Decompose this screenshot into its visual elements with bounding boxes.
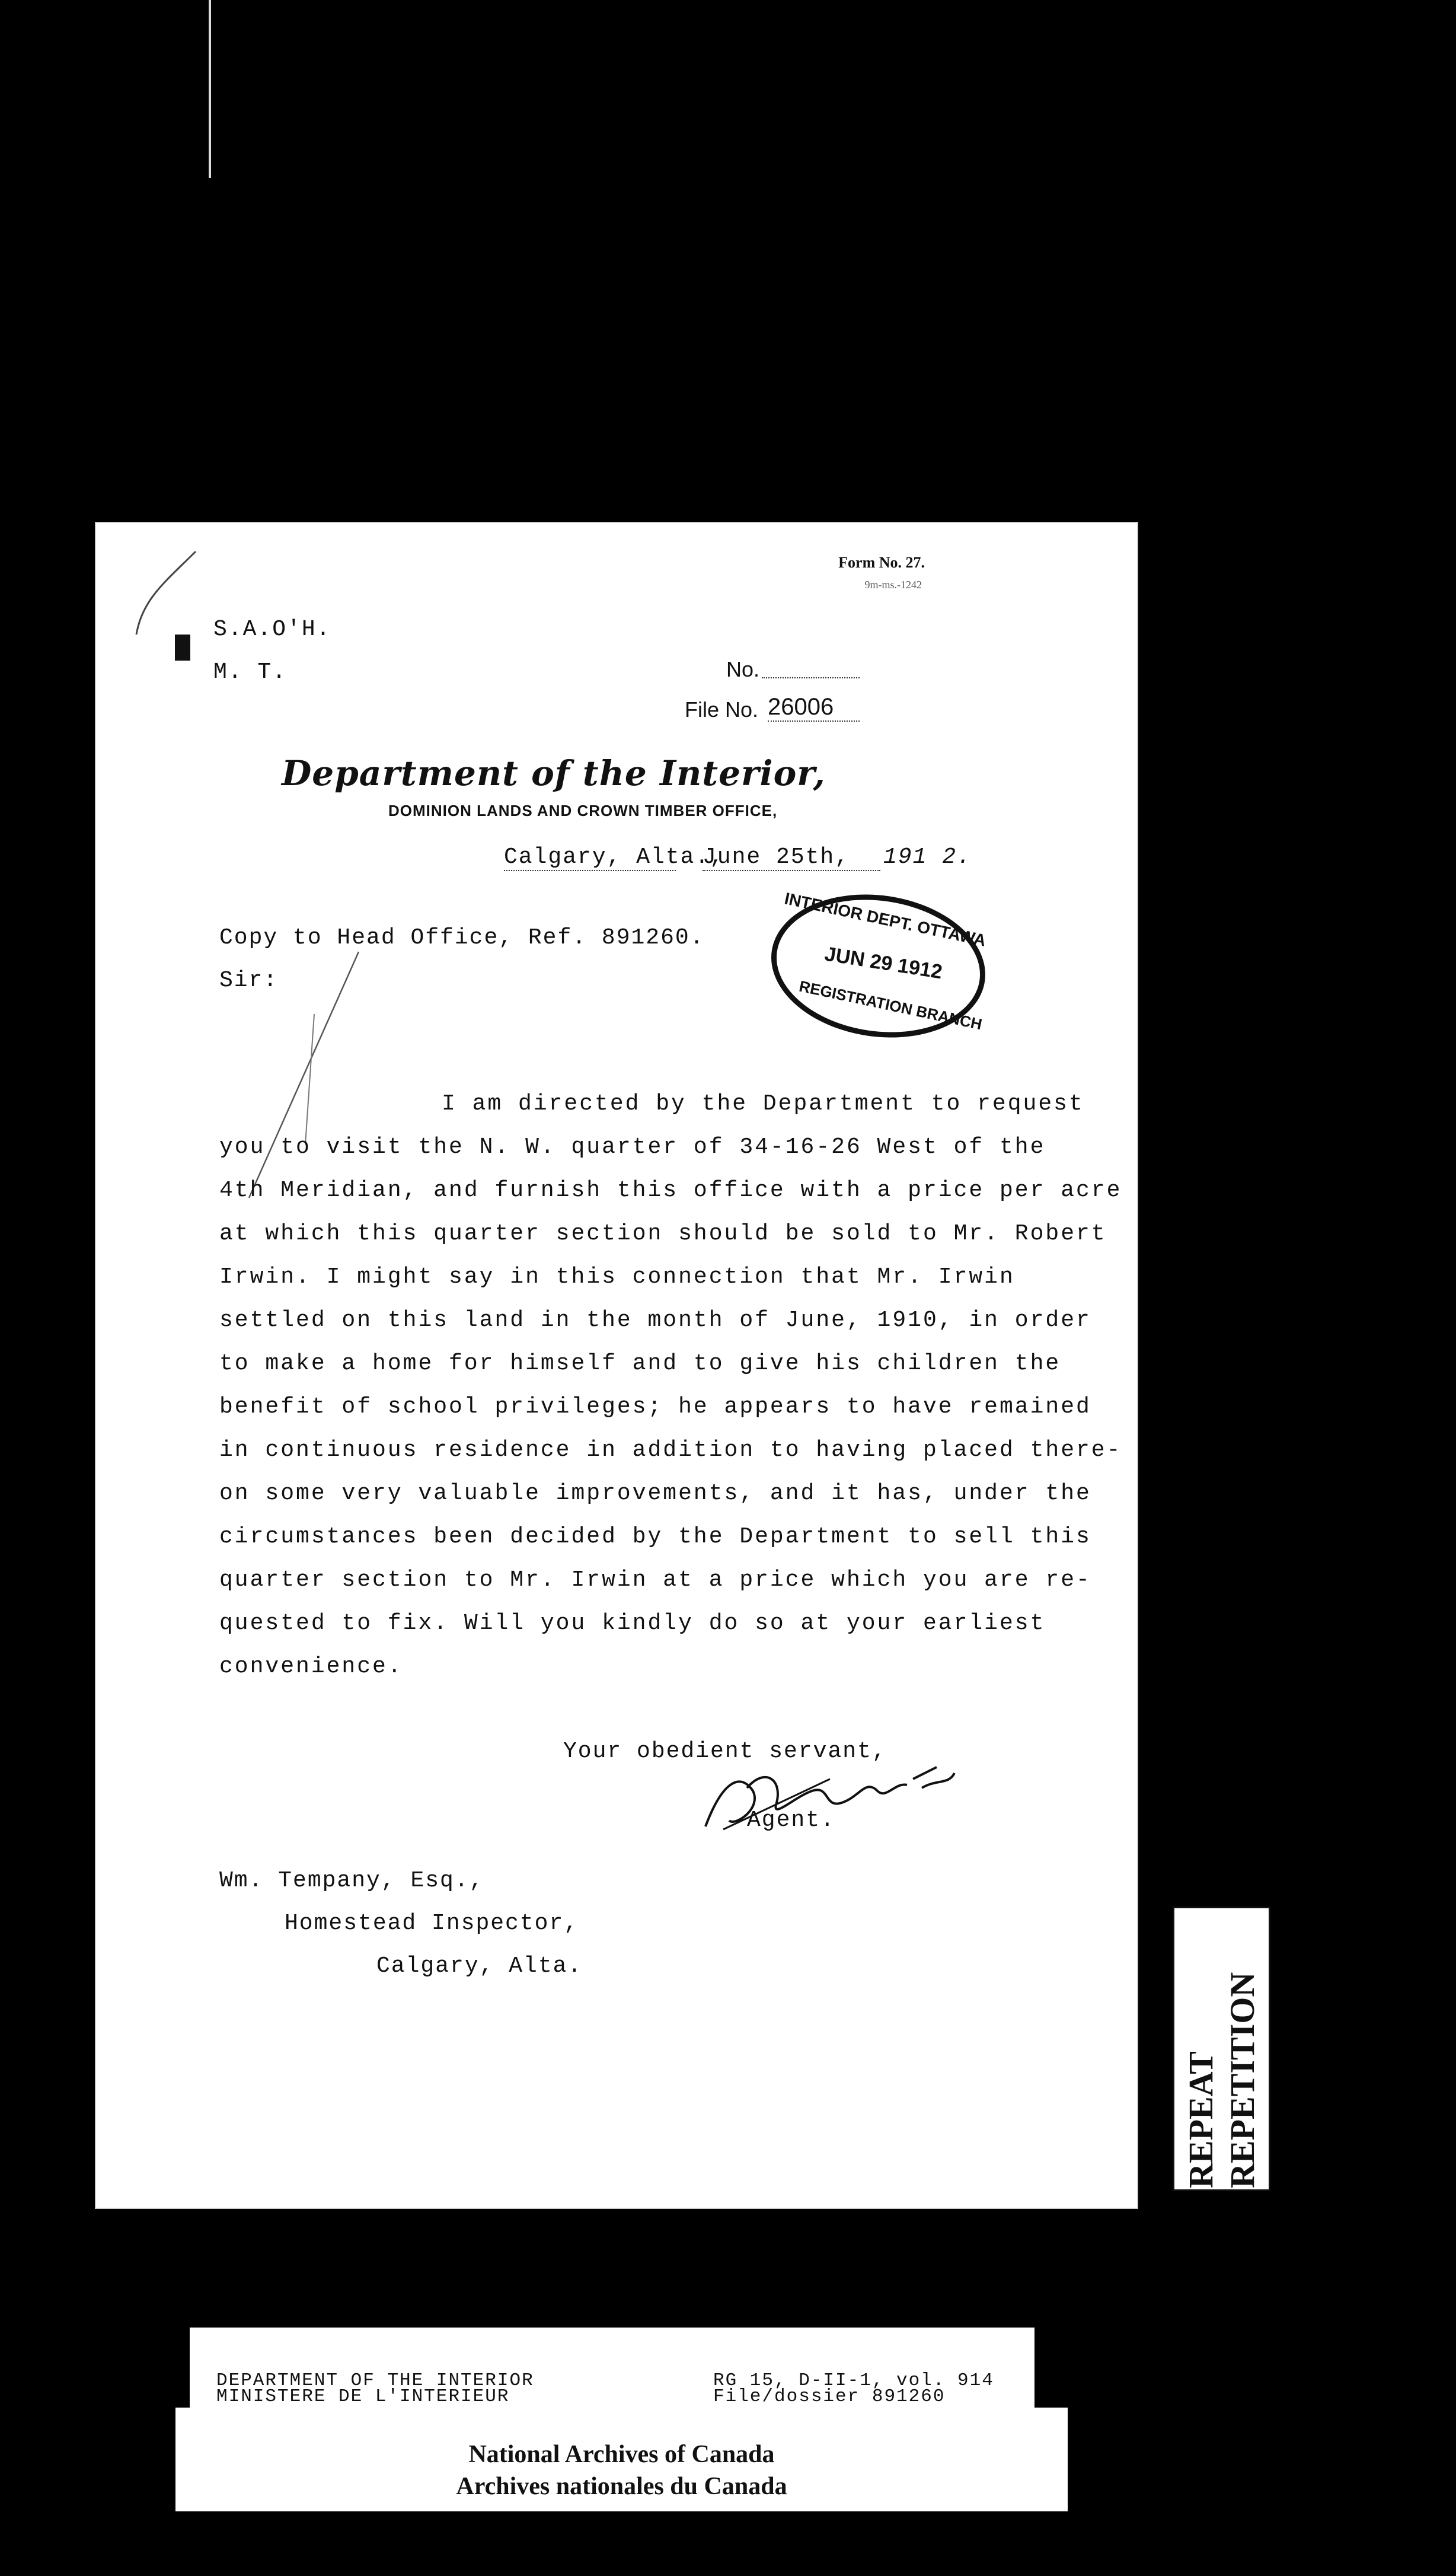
closing: Your obedient servant, (563, 1739, 887, 1764)
repeat-tab (1173, 1907, 1270, 2191)
copy-to-line: Copy to Head Office, Ref. 891260. (219, 925, 705, 951)
no-label: No. (726, 657, 760, 681)
addressee-line-2: Homestead Inspector, (285, 1911, 579, 1936)
body-line: benefit of school privileges; he appears to have remained (219, 1394, 1091, 1420)
form-print-code: 9m-ms.-1242 (864, 579, 922, 591)
archives-en: National Archives of Canada (468, 2441, 775, 2468)
pencil-tick-mark (130, 546, 202, 640)
body-line: you to visit the N. W. quarter of 34-16-26 West of the (219, 1134, 1046, 1160)
body-line: quarter section to Mr. Irwin at a price which you are re- (219, 1567, 1091, 1593)
repetition-label: REPETITION (1223, 1972, 1262, 2188)
form-number: Form No. 27. (838, 554, 925, 571)
signature-title: Agent. (747, 1807, 835, 1833)
office-heading: DOMINION LANDS AND CROWN TIMBER OFFICE, (388, 802, 778, 820)
repeat-label: REPEAT (1182, 2051, 1220, 2188)
addressee-line-3: Calgary, Alta. (376, 1953, 583, 1979)
body-line: quested to fix. Will you kindly do so at your earliest (219, 1611, 1046, 1636)
scan-edge-line (209, 0, 211, 178)
body-line: settled on this land in the month of June, 1910, in order (219, 1308, 1091, 1333)
body-line: convenience. (219, 1654, 403, 1679)
salutation: Sir: (219, 968, 279, 993)
archive-ref: RG 15, D-II-1, vol. 914 (713, 2370, 994, 2391)
no-blank-line (762, 677, 860, 678)
file-number: 26006 (768, 694, 860, 722)
date-day: June 25th, (703, 844, 880, 871)
addressee-line-1: Wm. Tempany, Esq., (219, 1868, 484, 1893)
dept-fr: MINISTERE DE L'INTERIEUR (216, 2386, 510, 2407)
archives-fr: Archives nationales du Canada (456, 2473, 787, 2500)
stamp-date: JUN 29 1912 (823, 942, 944, 984)
initials-line-2: M. T. (213, 659, 288, 685)
stamp-top-text: INTERIOR DEPT. OTTAWA (783, 889, 988, 950)
body-line: in continuous residence in addition to having placed there- (219, 1437, 1122, 1463)
department-heading: Department of the Interior, (282, 753, 826, 793)
date-year: 191 2. (883, 844, 972, 870)
archive-reference-label (190, 2328, 1034, 2411)
body-line: Irwin. I might say in this connection that Mr. Irwin (219, 1264, 1015, 1290)
body-line: 4th Meridian, and furnish this office with a price per acre (219, 1178, 1122, 1203)
date-place: Calgary, Alta., (504, 844, 725, 870)
archive-file: File/dossier 891260 (713, 2386, 946, 2407)
body-line: I am directed by the Department to request (442, 1091, 1084, 1117)
initials-line-1: S.A.O'H. (213, 617, 331, 642)
national-archives-label (175, 2408, 1068, 2511)
body-line: circumstances been decided by the Department to sell this (219, 1524, 1091, 1550)
body-line: at which this quarter section should be sold to Mr. Robert (219, 1221, 1107, 1246)
body-line: to make a home for himself and to give his children the (219, 1351, 1061, 1376)
letter-page (95, 522, 1138, 2209)
dept-en: DEPARTMENT OF THE INTERIOR (216, 2370, 534, 2391)
stamp-bottom-text: REGISTRATION BRANCH (797, 977, 984, 1034)
body-line: on some very valuable improvements, and it has, under the (219, 1481, 1091, 1506)
file-no-label: File No. (685, 697, 759, 722)
